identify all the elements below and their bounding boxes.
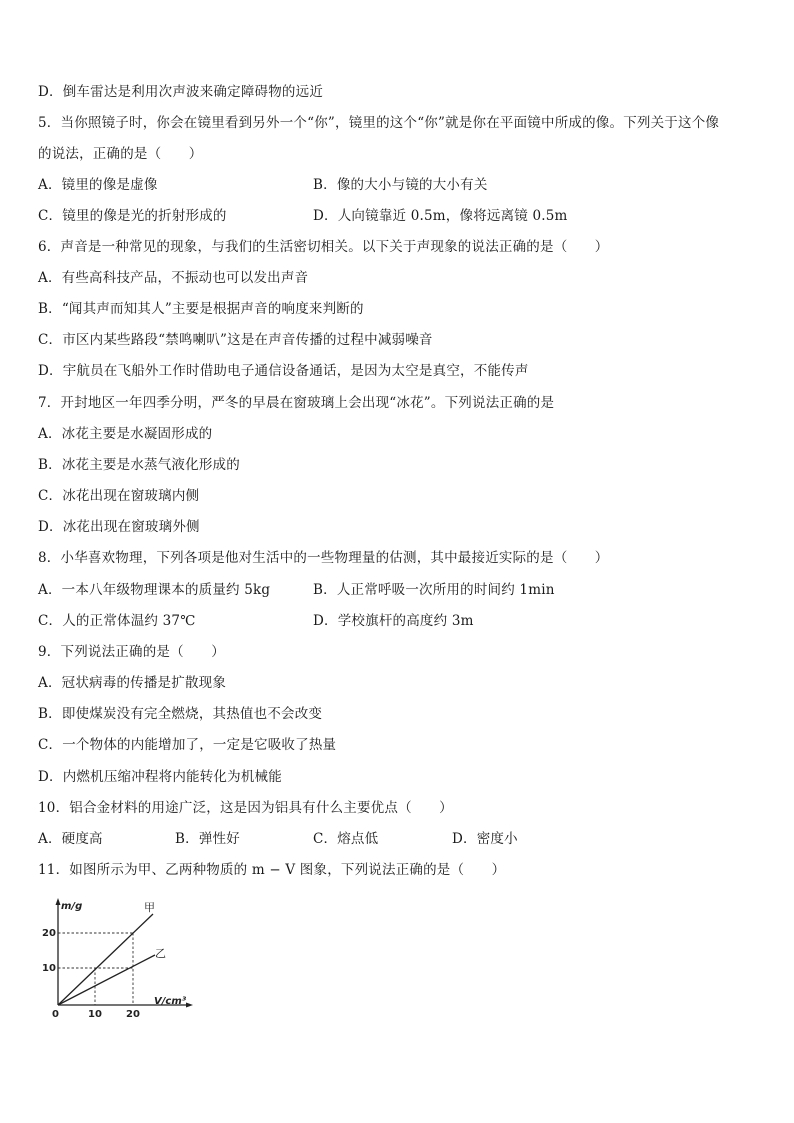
q11-stem: 11．如图所示为甲、乙两种物质的 m − V 图象，下列说法正确的是（ ） (38, 862, 506, 878)
q9-option-b: B．即使煤炭没有完全燃烧，其热值也不会改变 (38, 706, 323, 722)
series-yi-label: 乙 (155, 947, 166, 960)
q6-option-b: B．“闻其声而知其人”主要是根据声音的响度来判断的 (38, 301, 364, 317)
y-axis-arrow (56, 898, 61, 905)
origin-label: 0 (52, 1009, 59, 1020)
q6-option-c: C．市区内某些路段“禁鸣喇叭”这是在声音传播的过程中减弱噪音 (38, 332, 433, 348)
q4-option-d: D．倒车雷达是利用次声波来确定障碍物的远近 (38, 84, 324, 100)
q5-stem: 5．当你照镜子时，你会在镜里看到另外一个“你”，镜里的这个“你”就是你在平面镜中所成的像。下列关于这个像 (38, 115, 720, 131)
q7-option-b: B．冰花主要是水蒸气液化形成的 (38, 457, 240, 473)
y-tick-20: 20 (42, 928, 56, 939)
q9-option-c: C．一个物体的内能增加了，一定是它吸收了热量 (38, 737, 337, 753)
q6-option-a: A．有些高科技产品，不振动也可以发出声音 (38, 270, 309, 286)
q5-option-a: A．镜里的像是虚像 (38, 177, 158, 193)
series-jia-label: 甲 (144, 901, 155, 914)
q10-option-a: A．硬度高 (38, 831, 103, 847)
q10-option-d: D．密度小 (452, 831, 518, 847)
q10-stem: 10．铝合金材料的用途广泛，这是因为铝具有什么主要优点（ ） (38, 800, 453, 816)
q7-option-a: A．冰花主要是水凝固形成的 (38, 426, 213, 442)
q10-option-b: B．弹性好 (175, 831, 240, 847)
q8-option-d: D．学校旗杆的高度约 3m (313, 613, 474, 629)
y-tick-10: 10 (42, 963, 56, 974)
q7-option-d: D．冰花出现在窗玻璃外侧 (38, 519, 200, 535)
q5-option-d: D．人向镜靠近 0.5m，像将远离镜 0.5m (313, 208, 568, 224)
q5-option-b: B．像的大小与镜的大小有关 (313, 177, 488, 193)
x-tick-20: 20 (126, 1009, 140, 1020)
q5-stem-cont: 的说法，正确的是（ ） (38, 146, 203, 162)
series-yi-line (58, 955, 155, 1005)
q8-option-a: A．一本八年级物理课本的质量约 5kg (38, 582, 271, 598)
q8-option-c: C．人的正常体温约 37℃ (38, 613, 196, 629)
x-axis-arrow (186, 1003, 193, 1008)
q9-stem: 9．下列说法正确的是（ ） (38, 644, 225, 660)
series-jia-line (58, 914, 153, 1005)
q8-option-b: B．人正常呼吸一次所用的时间约 1min (313, 582, 555, 598)
q7-option-c: C．冰花出现在窗玻璃内侧 (38, 488, 200, 504)
y-axis-label: m/g (61, 901, 83, 912)
q6-stem: 6．声音是一种常见的现象，与我们的生活密切相关。以下关于声现象的说法正确的是（ ） (38, 239, 609, 255)
q7-stem: 7．开封地区一年四季分明，严冬的早晨在窗玻璃上会出现“冰花”。下列说法正确的是 (38, 395, 555, 411)
q9-option-a: A．冠状病毒的传播是扩散现象 (38, 675, 227, 691)
mv-graph-svg (40, 895, 200, 1020)
mv-graph (40, 895, 200, 1020)
q5-option-c: C．镜里的像是光的折射形成的 (38, 208, 227, 224)
q6-option-d: D．宇航员在飞船外工作时借助电子通信设备通话，是因为太空是真空，不能传声 (38, 363, 529, 379)
q8-stem: 8．小华喜欢物理，下列各项是他对生活中的一些物理量的估测，其中最接近实际的是（ ） (38, 550, 609, 566)
x-tick-10: 10 (88, 1009, 102, 1020)
q10-option-c: C．熔点低 (313, 831, 379, 847)
q9-option-d: D．内燃机压缩冲程将内能转化为机械能 (38, 769, 282, 785)
x-axis-label: V/cm³ (154, 996, 187, 1007)
